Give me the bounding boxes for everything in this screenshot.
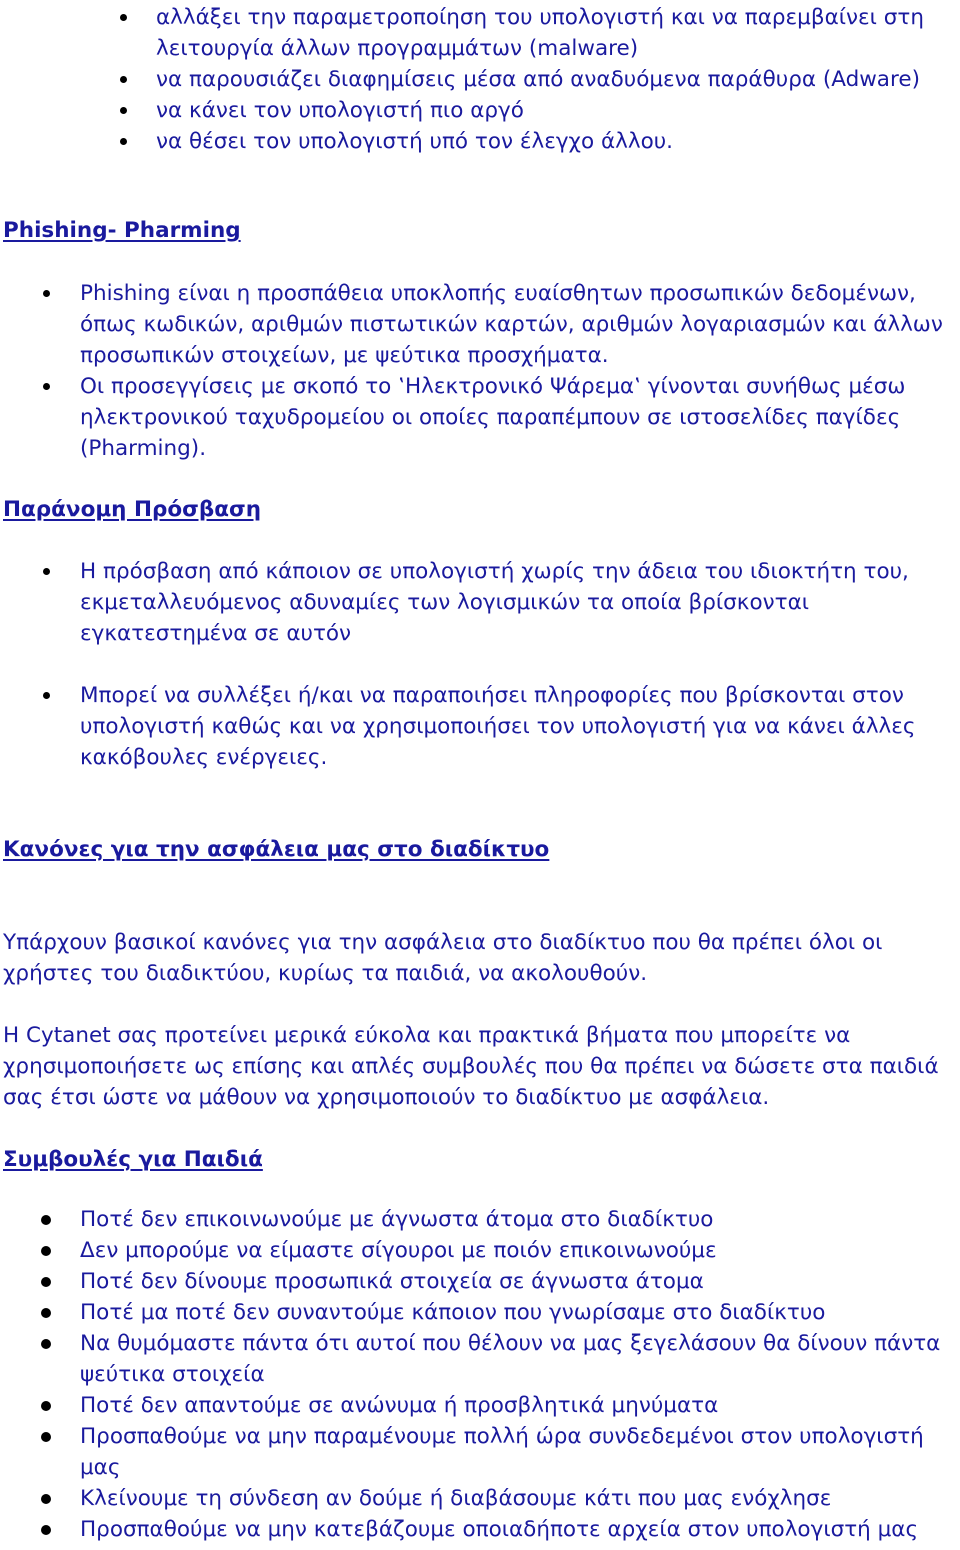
list-item-text: Να θυμόμαστε πάντα ότι αυτοί που θέλουν να μας ξεγελάσουν θα δίνουν πάντα ψεύτικα στοιχεία xyxy=(80,1331,941,1387)
bullet-icon xyxy=(41,1308,51,1318)
list-item xyxy=(0,1297,960,1328)
list-item xyxy=(0,1514,960,1545)
list-item-text: Κλείνουμε τη σύνδεση αν δούμε ή διαβάσουμε κάτι που μας ενόχλησε xyxy=(80,1486,832,1511)
bullet-icon xyxy=(41,1277,51,1287)
list-item-text: Phishing είναι η προσπάθεια υποκλοπής ευαίσθητων προσωπικών δεδομένων, όπως κωδικών, αριθμών πιστωτικών καρτών, αριθμών λογαριασμών και άλλων προσωπικών στοιχείων, με ψεύτικα προσχήματα. xyxy=(80,281,943,368)
bullet-icon xyxy=(41,1246,51,1256)
phishing-heading: Phishing- Pharming xyxy=(3,218,241,243)
list-item xyxy=(0,64,960,95)
rules-paragraph-2: Η Cytanet σας προτείνει μερικά εύκολα και πρακτικά βήματα που μπορείτε να χρησιμοποιήσετε ως επίσης και απλές συμβουλές που θα πρέπει να δώσετε στα παιδιά σας έτσι ώστε να μάθουν να χρησιμοποιούν το διαδίκτυο με ασφάλεια. xyxy=(3,1023,939,1110)
bullet-icon xyxy=(43,383,50,390)
intro-list-section xyxy=(0,2,960,157)
list-item xyxy=(0,1266,960,1297)
bullet-icon xyxy=(43,568,50,575)
list-item xyxy=(0,1421,960,1483)
phishing-bullet-list xyxy=(0,278,960,464)
list-item-text: να παρουσιάζει διαφημίσεις μέσα από αναδυόμενα παράθυρα (Adware) xyxy=(156,67,920,92)
list-item xyxy=(0,1390,960,1421)
bullet-icon xyxy=(41,1432,51,1442)
list-item-text: Ποτέ δεν δίνουμε προσωπικά στοιχεία σε άγνωστα άτομα xyxy=(80,1269,704,1294)
bullet-icon xyxy=(41,1215,51,1225)
list-item-text: Ποτέ δεν επικοινωνούμε με άγνωστα άτομα στο διαδίκτυο xyxy=(80,1207,714,1232)
list-item xyxy=(0,371,960,464)
list-item xyxy=(0,1483,960,1514)
list-item-text: Η πρόσβαση από κάποιον σε υπολογιστή χωρίς την άδεια του ιδιοκτήτη του, εκμεταλλευόμενος αδυναμίες των λογισμικών τα οποία βρίσκονται εγκατεστημένα σε αυτόν xyxy=(80,559,909,646)
bullet-icon xyxy=(41,1525,51,1535)
bullet-icon xyxy=(43,290,50,297)
list-item xyxy=(0,1204,960,1235)
bullet-icon xyxy=(120,14,127,21)
list-item xyxy=(0,1328,960,1390)
list-item xyxy=(0,126,960,157)
kids-tips-bullet-list xyxy=(0,1204,960,1545)
list-item-text: Μπορεί να συλλέξει ή/και να παραποιήσει πληροφορίες που βρίσκονται στον υπολογιστή καθώς και να χρησιμοποιήσει τον υπολογιστή για να κάνει άλλες κακόβουλες ενέργειες. xyxy=(80,683,916,770)
list-item-text: Προσπαθούμε να μην κατεβάζουμε οποιαδήποτε αρχεία στον υπολογιστή μας xyxy=(80,1517,919,1542)
list-item xyxy=(0,680,960,773)
rules-paragraph-1: Υπάρχουν βασικοί κανόνες για την ασφάλεια στο διαδίκτυο που θα πρέπει όλοι οι χρήστες του διαδικτύου, κυρίως τα παιδιά, να ακολουθούν. xyxy=(3,930,883,986)
illegal-access-heading: Παράνομη Πρόσβαση xyxy=(3,497,262,522)
bullet-icon xyxy=(120,76,127,83)
bullet-icon xyxy=(120,107,127,114)
illegal-access-bullet-list xyxy=(0,556,960,773)
list-item xyxy=(0,95,960,126)
list-item-text: Δεν μπορούμε να είμαστε σίγουροι με ποιόν επικοινωνούμε xyxy=(80,1238,717,1263)
illegal-access-section xyxy=(0,556,960,773)
kids-tips-heading: Συμβουλές για Παιδιά xyxy=(3,1147,263,1172)
list-item-text: να θέσει τον υπολογιστή υπό τον έλεγχο άλλου. xyxy=(156,129,673,154)
list-item-text: Ποτέ δεν απαντούμε σε ανώνυμα ή προσβλητικά μηνύματα xyxy=(80,1393,719,1418)
intro-bullet-list xyxy=(0,2,960,157)
list-item-text: αλλάξει την παραμετροποίηση του υπολογιστή και να παρεμβαίνει στη λειτουργία άλλων προγραμμάτων (malware) xyxy=(156,5,924,61)
list-item xyxy=(0,556,960,649)
list-item-text: Ποτέ μα ποτέ δεν συναντούμε κάποιον που γνωρίσαμε στο διαδίκτυο xyxy=(80,1300,826,1325)
list-item xyxy=(0,2,960,64)
rules-heading: Κανόνες για την ασφάλεια μας στο διαδίκτυο xyxy=(3,837,550,862)
list-item xyxy=(0,1235,960,1266)
bullet-icon xyxy=(43,692,50,699)
list-item xyxy=(0,278,960,371)
list-item-text: Προσπαθούμε να μην παραμένουμε πολλή ώρα συνδεδεμένοι στον υπολογιστή μας xyxy=(80,1424,924,1480)
bullet-icon xyxy=(41,1401,51,1411)
list-item-text: να κάνει τον υπολογιστή πιο αργό xyxy=(156,98,524,123)
phishing-section xyxy=(0,278,960,464)
bullet-icon xyxy=(120,138,127,145)
list-item-text: Οι προσεγγίσεις με σκοπό το ‛Ηλεκτρονικό Ψάρεμα‛ γίνονται συνήθως μέσω ηλεκτρονικού ταχυδρομείου οι οποίες παραπέμπουν σε ιστοσελίδες παγίδες (Pharming). xyxy=(80,374,906,461)
bullet-icon xyxy=(41,1494,51,1504)
kids-tips-section xyxy=(0,1204,960,1545)
bullet-icon xyxy=(41,1339,51,1349)
